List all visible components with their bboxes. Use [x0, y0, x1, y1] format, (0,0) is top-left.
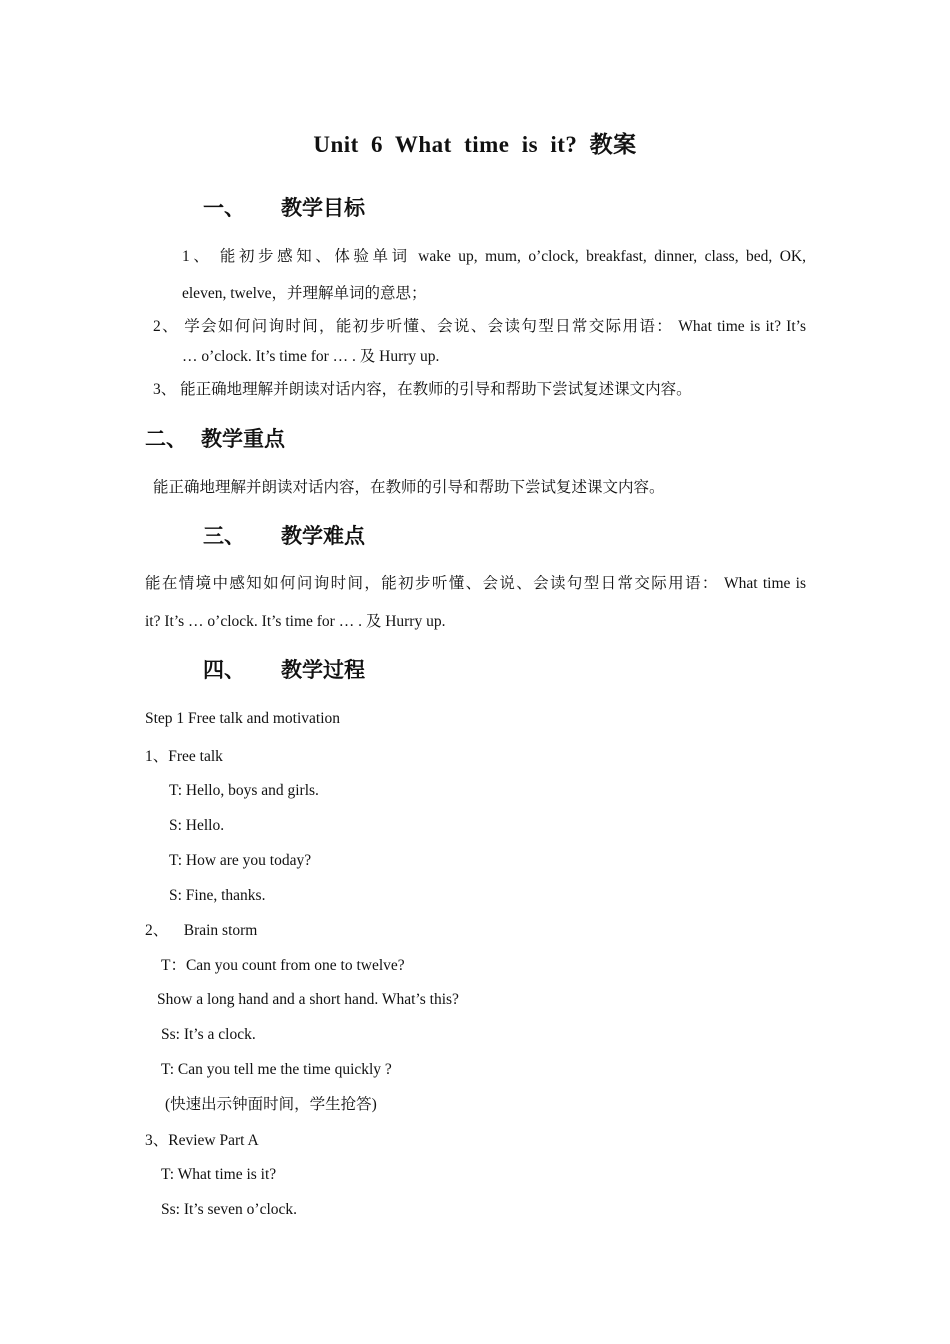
dialogue-line: S: Fine, thanks. — [169, 887, 266, 904]
process-item-heading: 2、 Brain storm — [145, 922, 258, 939]
document-title: Unit 6 What time is it? 教案 — [313, 132, 637, 157]
section-number: 二、 — [145, 427, 187, 451]
difficulty-line-1: 能在情境中感知如何问询时间，能初步听懂、会说、会读句型日常交际用语： What time is — [145, 575, 806, 592]
focus-text: 能正确地理解并朗读对话内容，在教师的引导和帮助下尝试复述课文内容。 — [153, 479, 665, 496]
dialogue-line: Ss: It’s a clock. — [161, 1026, 256, 1043]
section-heading-focus — [145, 426, 285, 452]
difficulty-line-2: it? It’s … o’clock. It’s time for … . 及 Hurry up. — [145, 613, 446, 630]
section-number: 一、 — [203, 196, 245, 220]
section-heading-objectives — [203, 195, 365, 221]
section-title: 教学难点 — [281, 524, 365, 548]
dialogue-line: T: Hello, boys and girls. — [169, 782, 319, 799]
process-item-heading: 3、Review Part A — [145, 1132, 259, 1149]
objective-2-line-1: 2、 学会如何问询时间，能初步听懂、会说、会读句型日常交际用语： What time is it? It’s — [153, 318, 806, 335]
dialogue-line: T：Can you count from one to twelve? — [161, 957, 405, 974]
dialogue-line: Ss: It’s seven o’clock. — [161, 1201, 298, 1218]
section-heading-process — [203, 657, 365, 683]
objective-1-line-2: eleven, twelve，并理解单词的意思； — [182, 285, 427, 302]
dialogue-line: T: How are you today? — [169, 852, 312, 869]
dialogue-line: T: Can you tell me the time quickly ? — [161, 1061, 392, 1078]
section-heading-difficulty — [203, 523, 365, 549]
dialogue-line: S: Hello. — [169, 817, 225, 834]
step-heading: Step 1 Free talk and motivation — [145, 710, 341, 727]
section-title: 教学重点 — [201, 427, 285, 451]
dialogue-line: T: What time is it? — [161, 1166, 277, 1183]
section-number: 四、 — [203, 658, 245, 682]
section-title: 教学目标 — [281, 196, 365, 220]
process-item-heading: 1、Free talk — [145, 748, 223, 765]
objective-2-line-2: … o’clock. It’s time for … . 及 Hurry up. — [182, 348, 440, 365]
dialogue-line: Show a long hand and a short hand. What’s this? — [157, 991, 459, 1008]
dialogue-note: (快速出示钟面时间，学生抢答) — [165, 1096, 377, 1113]
objective-1-line-1: 1、 能初步感知、体验单词 wake up, mum, o’clock, breakfast, dinner, class, bed, OK, — [182, 248, 806, 265]
objective-3: 3、 能正确地理解并朗读对话内容，在教师的引导和帮助下尝试复述课文内容。 — [153, 381, 692, 398]
section-title: 教学过程 — [281, 658, 365, 682]
section-number: 三、 — [203, 524, 245, 548]
